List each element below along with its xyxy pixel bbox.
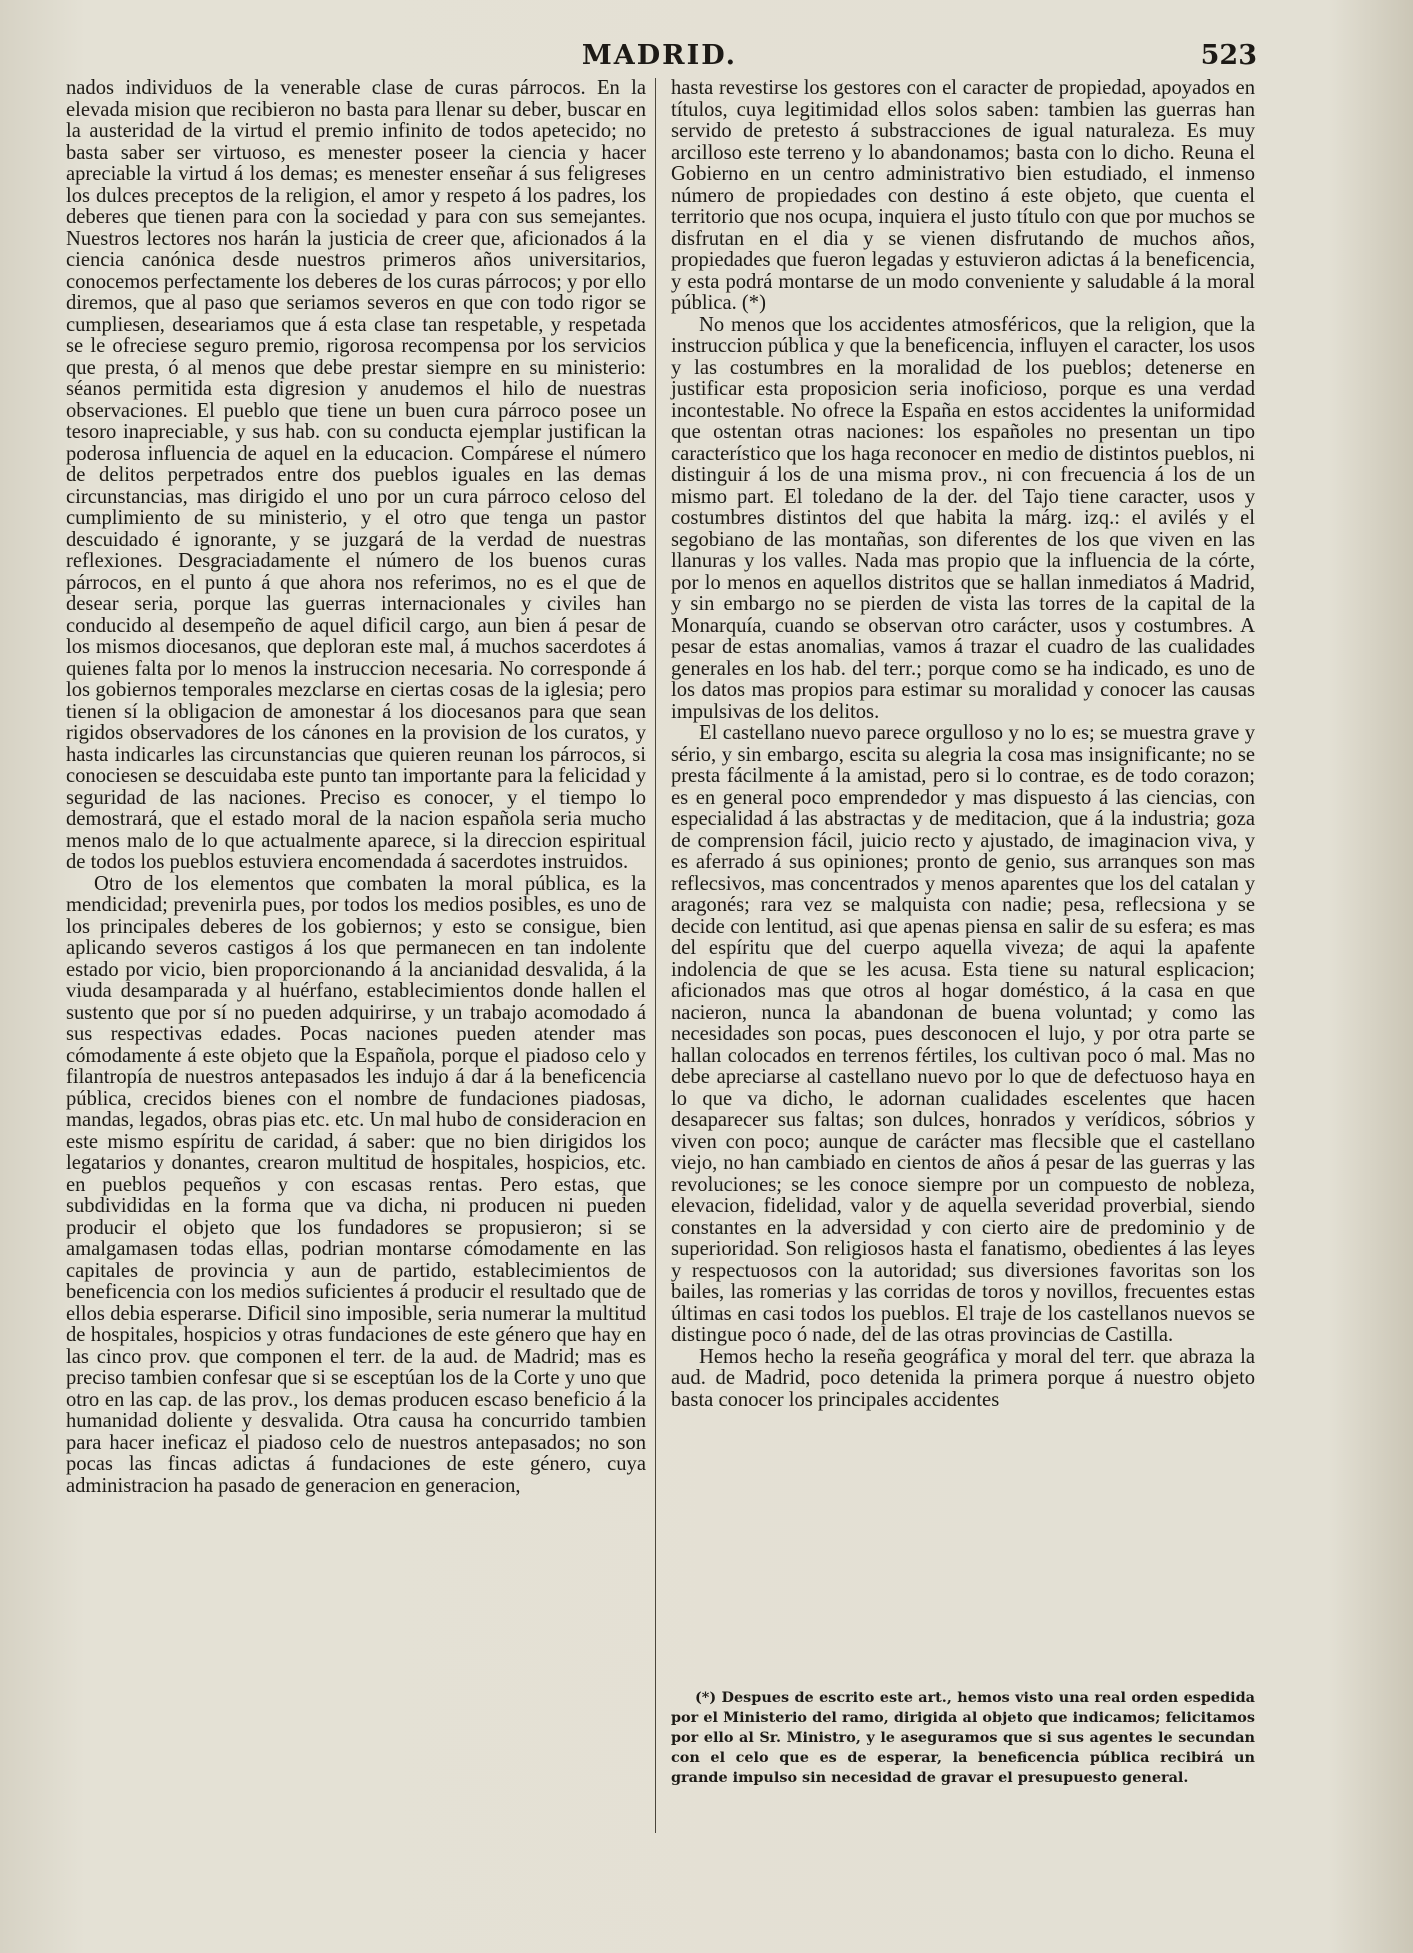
left-column xyxy=(66,78,646,1497)
footnote-text: (*) Despues de escrito este art., hemos visto una real orden espedida por el Ministerio del ramo, dirigida al objeto que indicamos; felicitamos por ello al Sr. Ministro, y le aseguramos que si sus agentes le secundan con el celo que es de esperar, la beneficencia pública recibirá un grande impulso sin necesidad de gravar el presupuesto general. xyxy=(671,1689,1255,1786)
paragraph: Hemos hecho la reseña geográfica y moral del terr. que abraza la aud. de Madrid, poco detenida la primera porque á nuestro objeto basta conocer los principales accidentes xyxy=(671,1345,1255,1411)
running-head xyxy=(62,40,1257,74)
paragraph: El castellano nuevo parece orgulloso y no lo es; se muestra grave y sério, y sin embargo, escita su alegria la cosa mas insignificante; no se presta fácilmente á la amistad, pero si lo contrae, es de todo corazon; es en general poco emprendedor y mas dispuesto á las ciencias, con especialidad á las abstractas y de meditacion, que á la industria; goza de comprension fácil, juicio recto y ajustado, de imaginacion viva, y es aferrado á sus opiniones; pronto de genio, sus arranques son mas reflecsivos, mas concentrados y menos aparentes que los del catalan y aragonés; rara vez se malquista con nadie; pesa, reflecsiona y se decide con lentitud, asi que apenas piensa en salir de su esfera; es mas del espíritu que del cuerpo aquella viveza; de aqui la apafente indolencia de que se les acusa. Esta tiene su natural esplicacion; aficionados mas que otros al hogar doméstico, á la casa en que nacieron, nunca la abandonan de buena voluntad; y como las necesidades son pocas, pues desconocen el lujo, y por otra parte se hallan colocados en terrenos fértiles, los cultivan poco ó mal. Mas no debe apreciarse al castellano nuevo por lo que de defectuoso haya en lo que va dicho, le adornan cualidades escelentes que hacen desaparecer sus faltas; son dulces, honrados y verídicos, sóbrios y viven con poco; aunque de carácter mas flecsible que el castellano viejo, no han cambiado en cientos de años á pesar de las guerras y las revoluciones; se les conoce siempre por un compuesto de nobleza, elevacion, fidelidad, valor y de aquella severidad proverbial, siendo constantes en la adversidad y con cierto aire de predominio y de superioridad. Son religiosos hasta el fanatismo, obedientes á las leyes y respectuosos con la autoridad; sus diversiones favoritas son los bailes, las romerias y las corridas de toros y novillos, frecuentes estas últimas en casi todos los pueblos. El traje de los castellanos nuevos se distingue poco ó nade, del de las otras provincias de Castilla. xyxy=(671,722,1255,1346)
paragraph: Otro de los elementos que combaten la moral pública, es la mendicidad; prevenirla pues, por todos los medios posibles, es uno de los principales deberes de los gobiernos; y esto se consigue, bien aplicando severos castigos á los que permanecen en tan indolente estado por vicio, bien proporcionando á la ancianidad desvalida, á la viuda desamparada y al huérfano, establecimientos donde hallen el sustento que por sí no pueden adquirirse, y un trabajo acomodado á sus respectivas edades. Pocas naciones pueden atender mas cómodamente á este objeto que la Española, porque el piadoso celo y filantropía de nuestros antepasados les indujo á dar á la beneficencia pública, crecidos bienes con el nombre de fundaciones piadosas, mandas, legados, obras pias etc. etc. Un mal hubo de consideracion en este mismo espíritu de caridad, á saber: que no bien dirigidos los legatarios y donantes, crearon multitud de hospitales, hospicios, etc. en pueblos pequeños y con escasas rentas. Pero estas, que subdivididas en la forma que va dicha, ni producen ni pueden producir el objeto que los fundadores se propusieron; si se amalgamasen todas ellas, podrian montarse cómodamente en las capitales de provincia y aun de partido, establecimientos de beneficencia con los medios suficientes á producir el resultado que de ellos debia esperarse. Dificil sino imposible, seria numerar la multitud de hospitales, hospicios y otras fundaciones de este género que hay en las cinco prov. que componen el terr. de la aud. de Madrid; mas es preciso tambien confesar que si se esceptúan los de la Corte y uno que otro en las cap. de las prov., los demas producen escaso beneficio á la humanidad doliente y desvalida. Otra causa ha concurrido tambien para hacer ineficaz el piadoso celo de nuestros antepasados; no son pocas las fincas adictas á fundaciones de este género, cuya administracion ha pasado de generacion en generacion, xyxy=(66,872,646,1497)
page-title: MADRID. xyxy=(581,40,738,71)
column-divider xyxy=(655,78,656,1833)
right-column xyxy=(671,78,1255,1411)
page-number: 523 xyxy=(1200,40,1257,71)
footnote xyxy=(671,1688,1255,1788)
paragraph: nados individuos de la venerable clase de curas párrocos. En la elevada mision que recibieron no basta para llenar su deber, buscar en la austeridad de la virtud el premio infinito de todos apetecido; no basta saber ser virtuoso, es menester poseer la ciencia y hacer apreciable la virtud á los demas; es menester enseñar á sus feligreses los dulces preceptos de la religion, el amor y respeto á los padres, los deberes que tienen para con la sociedad y para con sus semejantes. Nuestros lectores nos harán la justicia de creer que, aficionados á la ciencia canónica desde nuestros primeros años universitarios, conocemos perfectamente los deberes de los curas párrocos; y por ello diremos, que al paso que seriamos severos en que con todo rigor se cumpliesen, deseariamos que á esta clase tan respetable, y respetada se le ofreciese seguro premio, rigorosa recompensa por los servicios que presta, ó al menos que debe prestar siempre en su ministerio: séanos permitida esta digresion y anudemos el hilo de nuestras observaciones. El pueblo que tiene un buen cura párroco posee un tesoro inapreciable, y sus hab. con su conducta ejemplar justifican la poderosa influencia de aquel en la educacion. Compárese el número de delitos perpetrados entre dos pueblos iguales en las demas circunstancias, mas dirigido el uno por un cura párroco celoso del cumplimiento de su ministerio, y el otro que tenga un pastor descuidado é ignorante, y se juzgará de la verdad de nuestras reflexiones. Desgraciadamente el número de los buenos curas párrocos, en el punto á que ahora nos referimos, no es el que de desear seria, porque las guerras internacionales y civiles han conducido al desempeño de aquel dificil cargo, aun bien á pesar de los mismos diocesanos, que deploran este mal, á muchos sacerdotes á quienes falta por lo menos la instruccion necesaria. No corresponde á los gobiernos temporales mezclarse en ciertas cosas de la iglesia; pero tienen sí la obligacion de amonestar á los diocesanos para que sean rigidos observadores de los cánones en la provision de los curatos, y hasta indicarles las circunstancias que quieren reunan los párrocos, si conociesen se descuidaba este punto tan importante para la felicidad y seguridad de las naciones. Preciso es conocer, y el tiempo lo demostrará, que el estado moral de la nacion española seria mucho menos malo de lo que actualmente aparece, si la direccion espiritual de todos los pueblos estuviera encomendada á sacerdotes instruidos. xyxy=(66,77,646,873)
paragraph: No menos que los accidentes atmosféricos, que la religion, que la instruccion pública y que la beneficencia, influyen el caracter, los usos y las costumbres en la moralidad de los pueblos; detenerse en justificar esta proposicion seria inoficioso, porque es una verdad incontestable. No ofrece la España en estos accidentes la uniformidad que ostentan otras naciones: los españoles no presentan un tipo característico que los haga reconocer en medio de distintos pueblos, ni distinguir á los de una misma prov., ni con frecuencia á los de un mismo part. El toledano de la der. del Tajo tiene caracter, usos y costumbres distintos del que habita la márg. izq.: el avilés y el segobiano de las montañas, son diferentes de los que viven en las llanuras y los valles. Nada mas propio que la influencia de la córte, por lo menos en aquellos distritos que se hallan inmediatos á Madrid, y sin embargo no se pierden de vista las torres de la capital de la Monarquía, cuando se observan otro carácter, usos y costumbres. A pesar de estas anomalias, vamos á trazar el cuadro de las cualidades generales en los hab. del terr.; porque como se ha indicado, es uno de los datos mas propios para estimar su moralidad y conocer las causas impulsivas de los delitos. xyxy=(671,313,1255,723)
paragraph: hasta revestirse los gestores con el caracter de propiedad, apoyados en títulos, cuya legitimidad ellos solos saben: tambien las guerras han servido de pretesto á substracciones de igual naturaleza. Es muy arcilloso este terreno y lo abandonamos; basta con lo dicho. Reuna el Gobierno en un centro administrativo bien estudiado, el inmenso número de propiedades con destino á este objeto, que cuenta el territorio que nos ocupa, inquiera el justo título con que por muchos se disfrutan en el dia y se vienen disfrutando de muchos años, propiedades que fueron legadas y estuvieron adictas á la beneficencia, y esta podrá montarse de un modo conveniente y saludable á la moral pública. (*) xyxy=(671,77,1255,314)
